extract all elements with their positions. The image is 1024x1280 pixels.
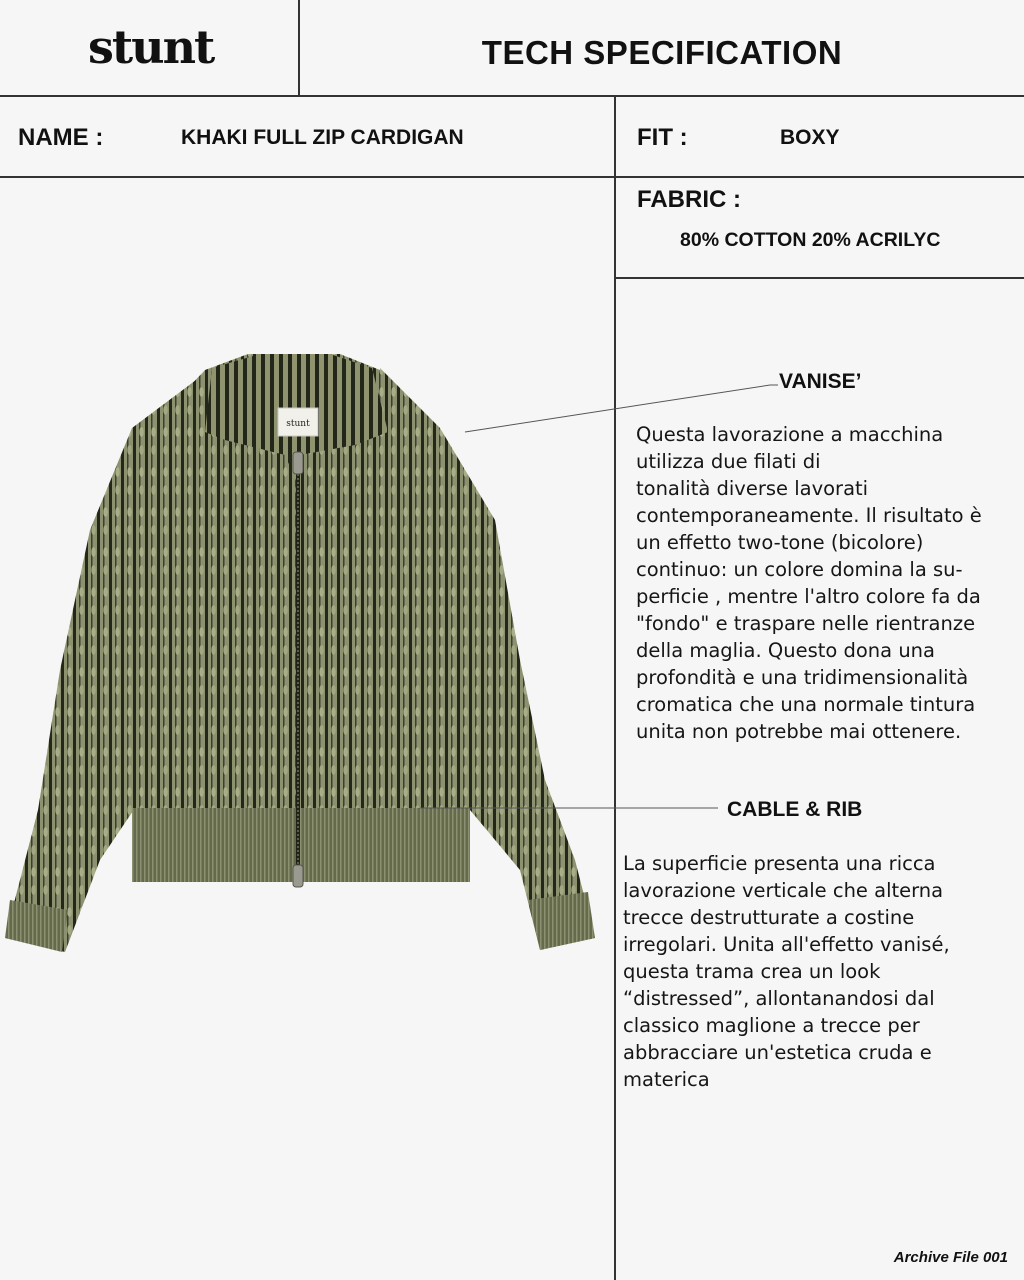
fit-label: FIT : <box>637 124 688 151</box>
fabric-value: 80% COTTON 20% ACRILYC <box>680 229 941 251</box>
vanise-title: VANISE’ <box>779 370 862 393</box>
brand-logo: stunt <box>88 20 214 74</box>
text-line: La superficie presenta una ricca <box>623 852 936 875</box>
right-cuff <box>528 892 595 950</box>
fabric-row-bottom-rule <box>615 277 1024 279</box>
text-line: tonalità diverse lavorati <box>636 477 869 500</box>
text-line: irregolari. Unita all'effetto vanisé, <box>623 933 950 956</box>
text-line: utilizza due filati di <box>636 450 821 473</box>
text-line: questa trama crea un look <box>623 960 881 983</box>
fit-value: BOXY <box>780 126 840 149</box>
zipper-pull-bottom <box>293 865 303 887</box>
vanise-description <box>636 421 982 745</box>
name-row-bottom-rule <box>0 176 1024 178</box>
text-line: profondità e una tridimensionalità <box>636 666 969 689</box>
header-bottom-rule <box>0 95 1024 97</box>
cardigan-illustration <box>0 340 615 960</box>
zipper-pull-top <box>293 452 303 474</box>
text-line: continuo: un colore domina la su- <box>636 558 963 581</box>
label-tag-text: stunt <box>286 419 310 429</box>
page-title: TECH SPECIFICATION <box>481 34 843 71</box>
text-line: “distressed”, allontanandosi dal <box>623 987 935 1010</box>
cable-rib-title: CABLE & RIB <box>727 798 863 821</box>
fabric-label: FABRIC : <box>637 186 741 213</box>
name-label: NAME : <box>18 124 104 151</box>
text-line: della maglia. Questo dona una <box>636 639 935 662</box>
text-line: materica <box>623 1068 710 1091</box>
text-line: "fondo" e traspare nelle rientranze <box>636 612 976 635</box>
text-line: lavorazione verticale che alterna <box>623 879 944 902</box>
cable-rib-description <box>623 850 950 1093</box>
archive-file-label: Archive File 001 <box>893 1249 1008 1266</box>
text-line: unita non potrebbe mai ottenere. <box>636 720 962 743</box>
name-value: KHAKI FULL ZIP CARDIGAN <box>181 126 464 149</box>
text-line: un effetto two-tone (bicolore) <box>636 531 924 554</box>
text-line: abbracciare un'estetica cruda e <box>623 1041 932 1064</box>
text-line: contemporaneamente. Il risultato è <box>636 504 982 527</box>
text-line: trecce destrutturate a costine <box>623 906 915 929</box>
text-line: classico maglione a trecce per <box>623 1014 920 1037</box>
text-line: cromatica che una normale tintura <box>636 693 976 716</box>
text-line: Questa lavorazione a macchina <box>636 423 944 446</box>
text-line: perficie , mentre l'altro colore fa da <box>636 585 981 608</box>
